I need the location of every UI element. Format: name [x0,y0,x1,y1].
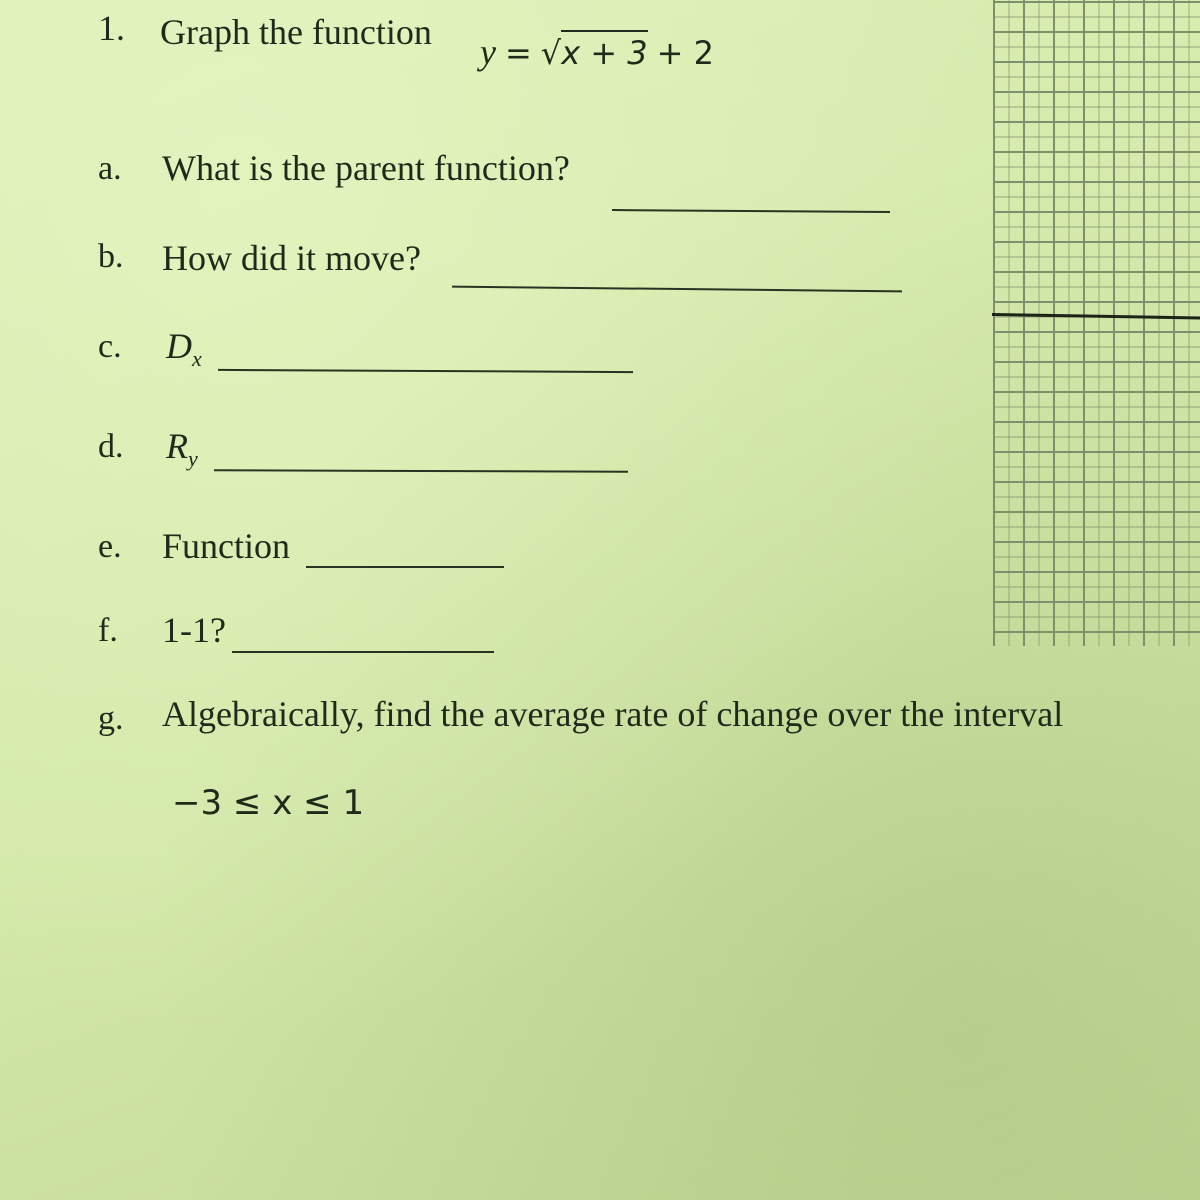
question-f-label: f. [98,612,118,649]
answer-line-c[interactable] [218,369,633,373]
question-a-label: a. [98,150,122,187]
range-subscript: y [188,446,198,472]
range-symbol: R [166,426,188,466]
domain-symbol: D [166,326,192,366]
question-c-label: c. [98,328,122,365]
answer-line-b[interactable] [452,286,902,293]
domain-subscript: x [192,346,202,372]
question-d-text [166,428,198,470]
graph-paper-grid[interactable] [992,0,1200,646]
answer-line-f[interactable] [232,651,494,653]
problem-number: 1. [98,8,125,48]
equation-equals: = [504,34,532,72]
answer-line-d[interactable] [214,469,628,472]
problem-prompt: Graph the function [160,12,432,52]
equation-tail: + 2 [656,34,714,72]
question-a-text: What is the parent function? [162,148,570,188]
grid-lines [994,0,1200,646]
question-e-text: Function [162,526,291,566]
problem-equation [480,34,714,70]
question-f-text: 1-1? [162,610,226,650]
answer-line-e[interactable] [306,566,504,568]
question-c-text [166,328,202,370]
equation-lhs: y [480,32,496,72]
question-b-label: b. [98,238,124,275]
radical-sign-icon: √ [540,34,562,72]
question-e-label: e. [98,528,122,565]
question-b-text: How did it move? [162,238,421,278]
equation-radicand: x + 3 [561,30,647,72]
question-d-label: d. [98,428,124,465]
question-g-label: g. [98,700,124,737]
interval-inequality: −3 ≤ x ≤ 1 [172,783,365,823]
question-g-text: Algebraically, find the average rate of change over the interval [162,694,1064,734]
answer-line-a[interactable] [612,209,890,213]
